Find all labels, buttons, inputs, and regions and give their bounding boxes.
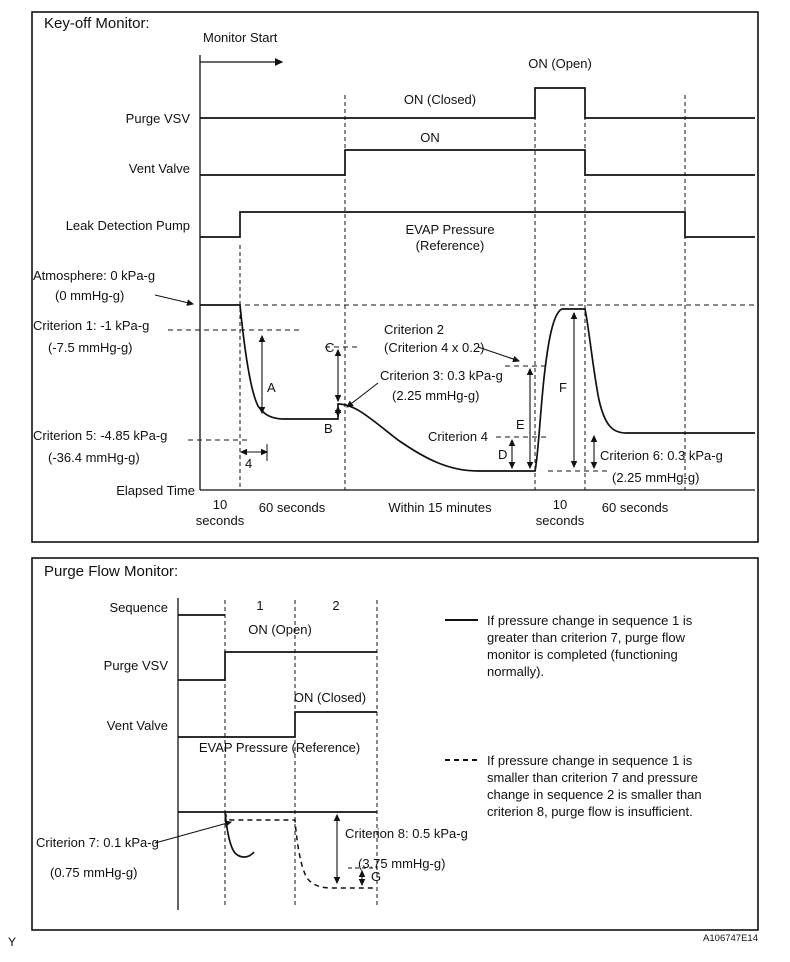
evap-pressure-label [380,222,520,254]
marker-4: 4 [245,456,253,471]
evap-pressure-line2: (Reference) [415,238,485,253]
criterion7-label-line2: (0.75 mmHg-g) [50,865,138,880]
criterion7-leader-arrow [155,822,231,843]
purge-vsv-label-2: Purge VSV [103,658,168,673]
atmosphere-label-line2: (0 mmHg-g) [55,288,125,303]
purge-on-open-label: ON (Open) [528,56,592,71]
criterion4-label: Criterion 4 [428,429,488,444]
criterion3-label-line2: (2.25 mmHg-g) [392,388,480,403]
marker-a: A [267,380,276,395]
pressure-drop-dashed-curve [225,812,377,888]
criterion1-label-line1: Criterion 1: -1 kPa-g [33,318,150,333]
marker-e: E [516,417,525,432]
time-segment-2: 60 seconds [258,500,326,515]
purge-vsv-label: Purge VSV [125,111,190,126]
criterion6-label-line1: Criterion 6: 0.3 kPa-g [600,448,723,463]
sequence-1-label: 1 [256,598,264,613]
purge-on-open-label-2: ON (Open) [248,622,312,637]
purge-vsv-trace-2 [178,652,377,680]
evap-pressure-line1: EVAP Pressure [405,222,495,237]
criterion5-label-line2: (-36.4 mmHg-g) [48,450,140,465]
monitor-start-label: Monitor Start [203,30,278,45]
evap-reference-label-2: EVAP Pressure (Reference) [198,740,361,755]
criterion8-label-line1: Criterion 8: 0.5 kPa-g [345,826,468,841]
vent-valve-label: Vent Valve [128,161,190,176]
vent-valve-label-2: Vent Valve [106,718,168,733]
legend-dashed-text: If pressure change in sequence 1 is smaller than criterion 7 and pressure change in sequence 2 is smaller than criterion 8, purge flow is insufficient. [487,753,702,819]
purgeflow-title: Purge Flow Monitor: [44,563,179,580]
vent-on-label: ON [420,130,440,145]
criterion2-label-line1: Criterion 2 [384,322,444,337]
purge-on-closed-label: ON (Closed) [403,92,477,107]
criterion7-label-line1: Criterion 7: 0.1 kPa-g [36,835,159,850]
figure-code: A106747E14 [703,933,758,944]
leak-detection-pump-label: Leak Detection Pump [65,218,190,233]
page-marker: Y [8,935,17,949]
criterion1-label-line2: (-7.5 mmHg-g) [48,340,133,355]
marker-b: B [324,421,333,436]
keyoff-title: Key-off Monitor: [44,15,150,32]
sequence-label: Sequence [109,600,168,615]
marker-c: C [325,340,335,355]
vent-on-closed-label: ON (Closed) [293,690,367,705]
marker-d: D [498,447,508,462]
time-segment-1: 10 seconds [195,497,245,528]
criterion2-label-line2: (Criterion 4 x 0.2) [384,340,485,355]
time-segment-4: 10 seconds [535,497,585,528]
criterion3-leader-arrow [347,383,378,407]
time-segment-3: Within 15 minutes [388,500,492,515]
atmosphere-leader-arrow [155,295,193,304]
criterion8-label-line2: (3.75 mmHg-g) [358,856,446,871]
criterion6-label-line2: (2.25 mmHg-g) [612,470,700,485]
atmosphere-label-line1: Atmosphere: 0 kPa-g [33,268,156,283]
criterion3-label-line1: Criterion 3: 0.3 kPa-g [380,368,503,383]
legend-solid-text: If pressure change in sequence 1 is greater than criterion 7, purge flow monitor is completed (functioning normally). [487,613,693,679]
sequence-2-label: 2 [332,598,340,613]
pressure-drop-solid-curve [225,812,254,857]
time-segment-5: 60 seconds [601,500,669,515]
vent-valve-trace-2 [178,712,377,737]
marker-f: F [559,380,567,395]
vent-valve-trace [200,150,755,175]
marker-g: G [371,869,382,884]
elapsed-time-label: Elapsed Time [116,483,195,498]
criterion5-label-line1: Criterion 5: -4.85 kPa-g [33,428,168,443]
